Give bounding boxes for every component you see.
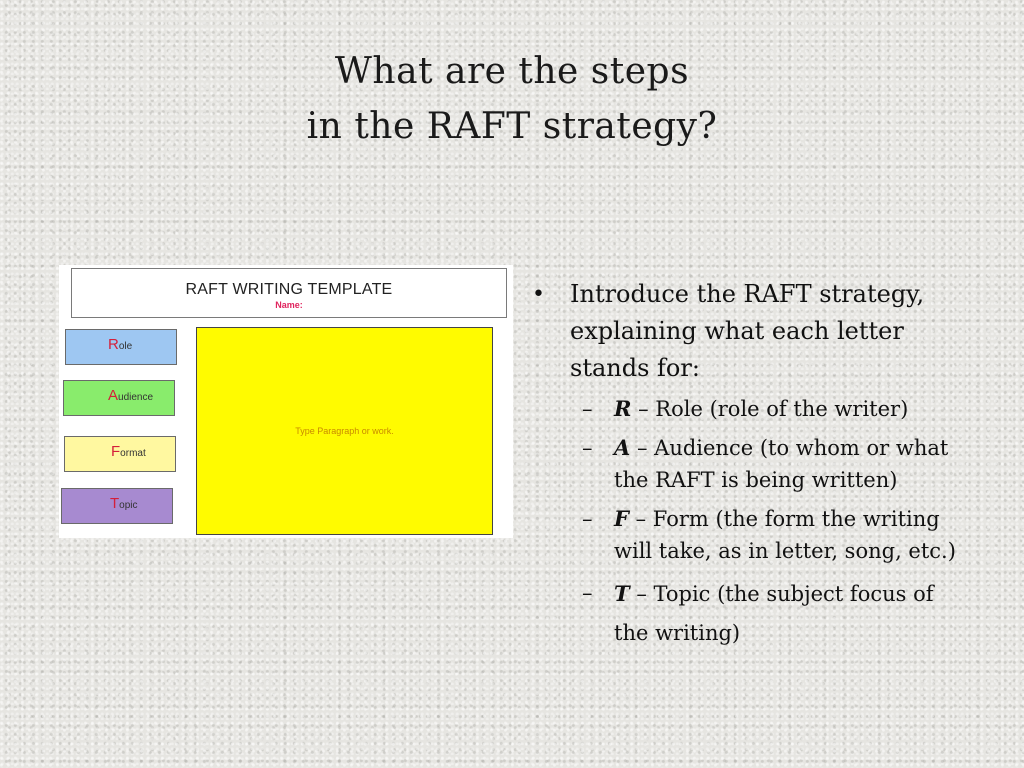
dash-marker: – (582, 397, 593, 421)
sub-bullet-topic (530, 574, 970, 653)
sub-bullet-audience (530, 432, 970, 497)
letter-t: T (614, 580, 630, 606)
role-initial: R (108, 336, 119, 353)
paragraph-placeholder: Type Paragraph or work. (295, 426, 394, 436)
topic-description: – Topic (the subject focus of the writing) (614, 581, 934, 645)
dash-marker: – (582, 435, 593, 460)
role-description: – Role (role of the writer) (631, 397, 909, 421)
slide-title-line-1: What are the steps (334, 51, 690, 92)
template-topic-box (61, 488, 173, 524)
format-label-rest: ormat (120, 448, 146, 459)
format-initial: F (111, 443, 121, 460)
template-role-box (65, 329, 177, 365)
form-description: – Form (the form the writing will take, as in letter, song, etc.) (614, 506, 956, 563)
template-format-box (64, 436, 176, 472)
template-name-label: Name: (275, 300, 303, 310)
slide-title (0, 44, 1024, 154)
main-bullet-text: Introduce the RAFT strategy, explaining what each letter stands for: (570, 280, 925, 382)
audience-description: – Audience (to whom or what the RAFT is being written) (614, 435, 949, 492)
template-header-title: RAFT WRITING TEMPLATE (185, 281, 393, 298)
topic-initial: T (110, 495, 120, 512)
template-paragraph-box (196, 327, 493, 535)
template-audience-box (63, 380, 175, 416)
sub-bullet-form (530, 503, 970, 568)
audience-label-rest: udience (118, 392, 154, 403)
bullet-content (530, 276, 970, 659)
slide-title-line-2: in the RAFT strategy? (306, 106, 718, 147)
sub-bullet-list (530, 393, 970, 653)
topic-label-rest: opic (119, 500, 138, 511)
template-header (71, 268, 507, 318)
letter-a: A (614, 434, 631, 460)
raft-template-image (59, 265, 513, 538)
dash-marker: – (582, 506, 593, 531)
audience-initial: A (108, 387, 119, 404)
letter-r: R (614, 396, 632, 421)
bullet-dot: • (532, 282, 545, 307)
main-bullet (530, 276, 970, 387)
role-label-rest: ole (118, 341, 133, 352)
dash-marker: – (582, 580, 593, 605)
letter-f: F (614, 505, 629, 531)
sub-bullet-role (530, 393, 970, 426)
